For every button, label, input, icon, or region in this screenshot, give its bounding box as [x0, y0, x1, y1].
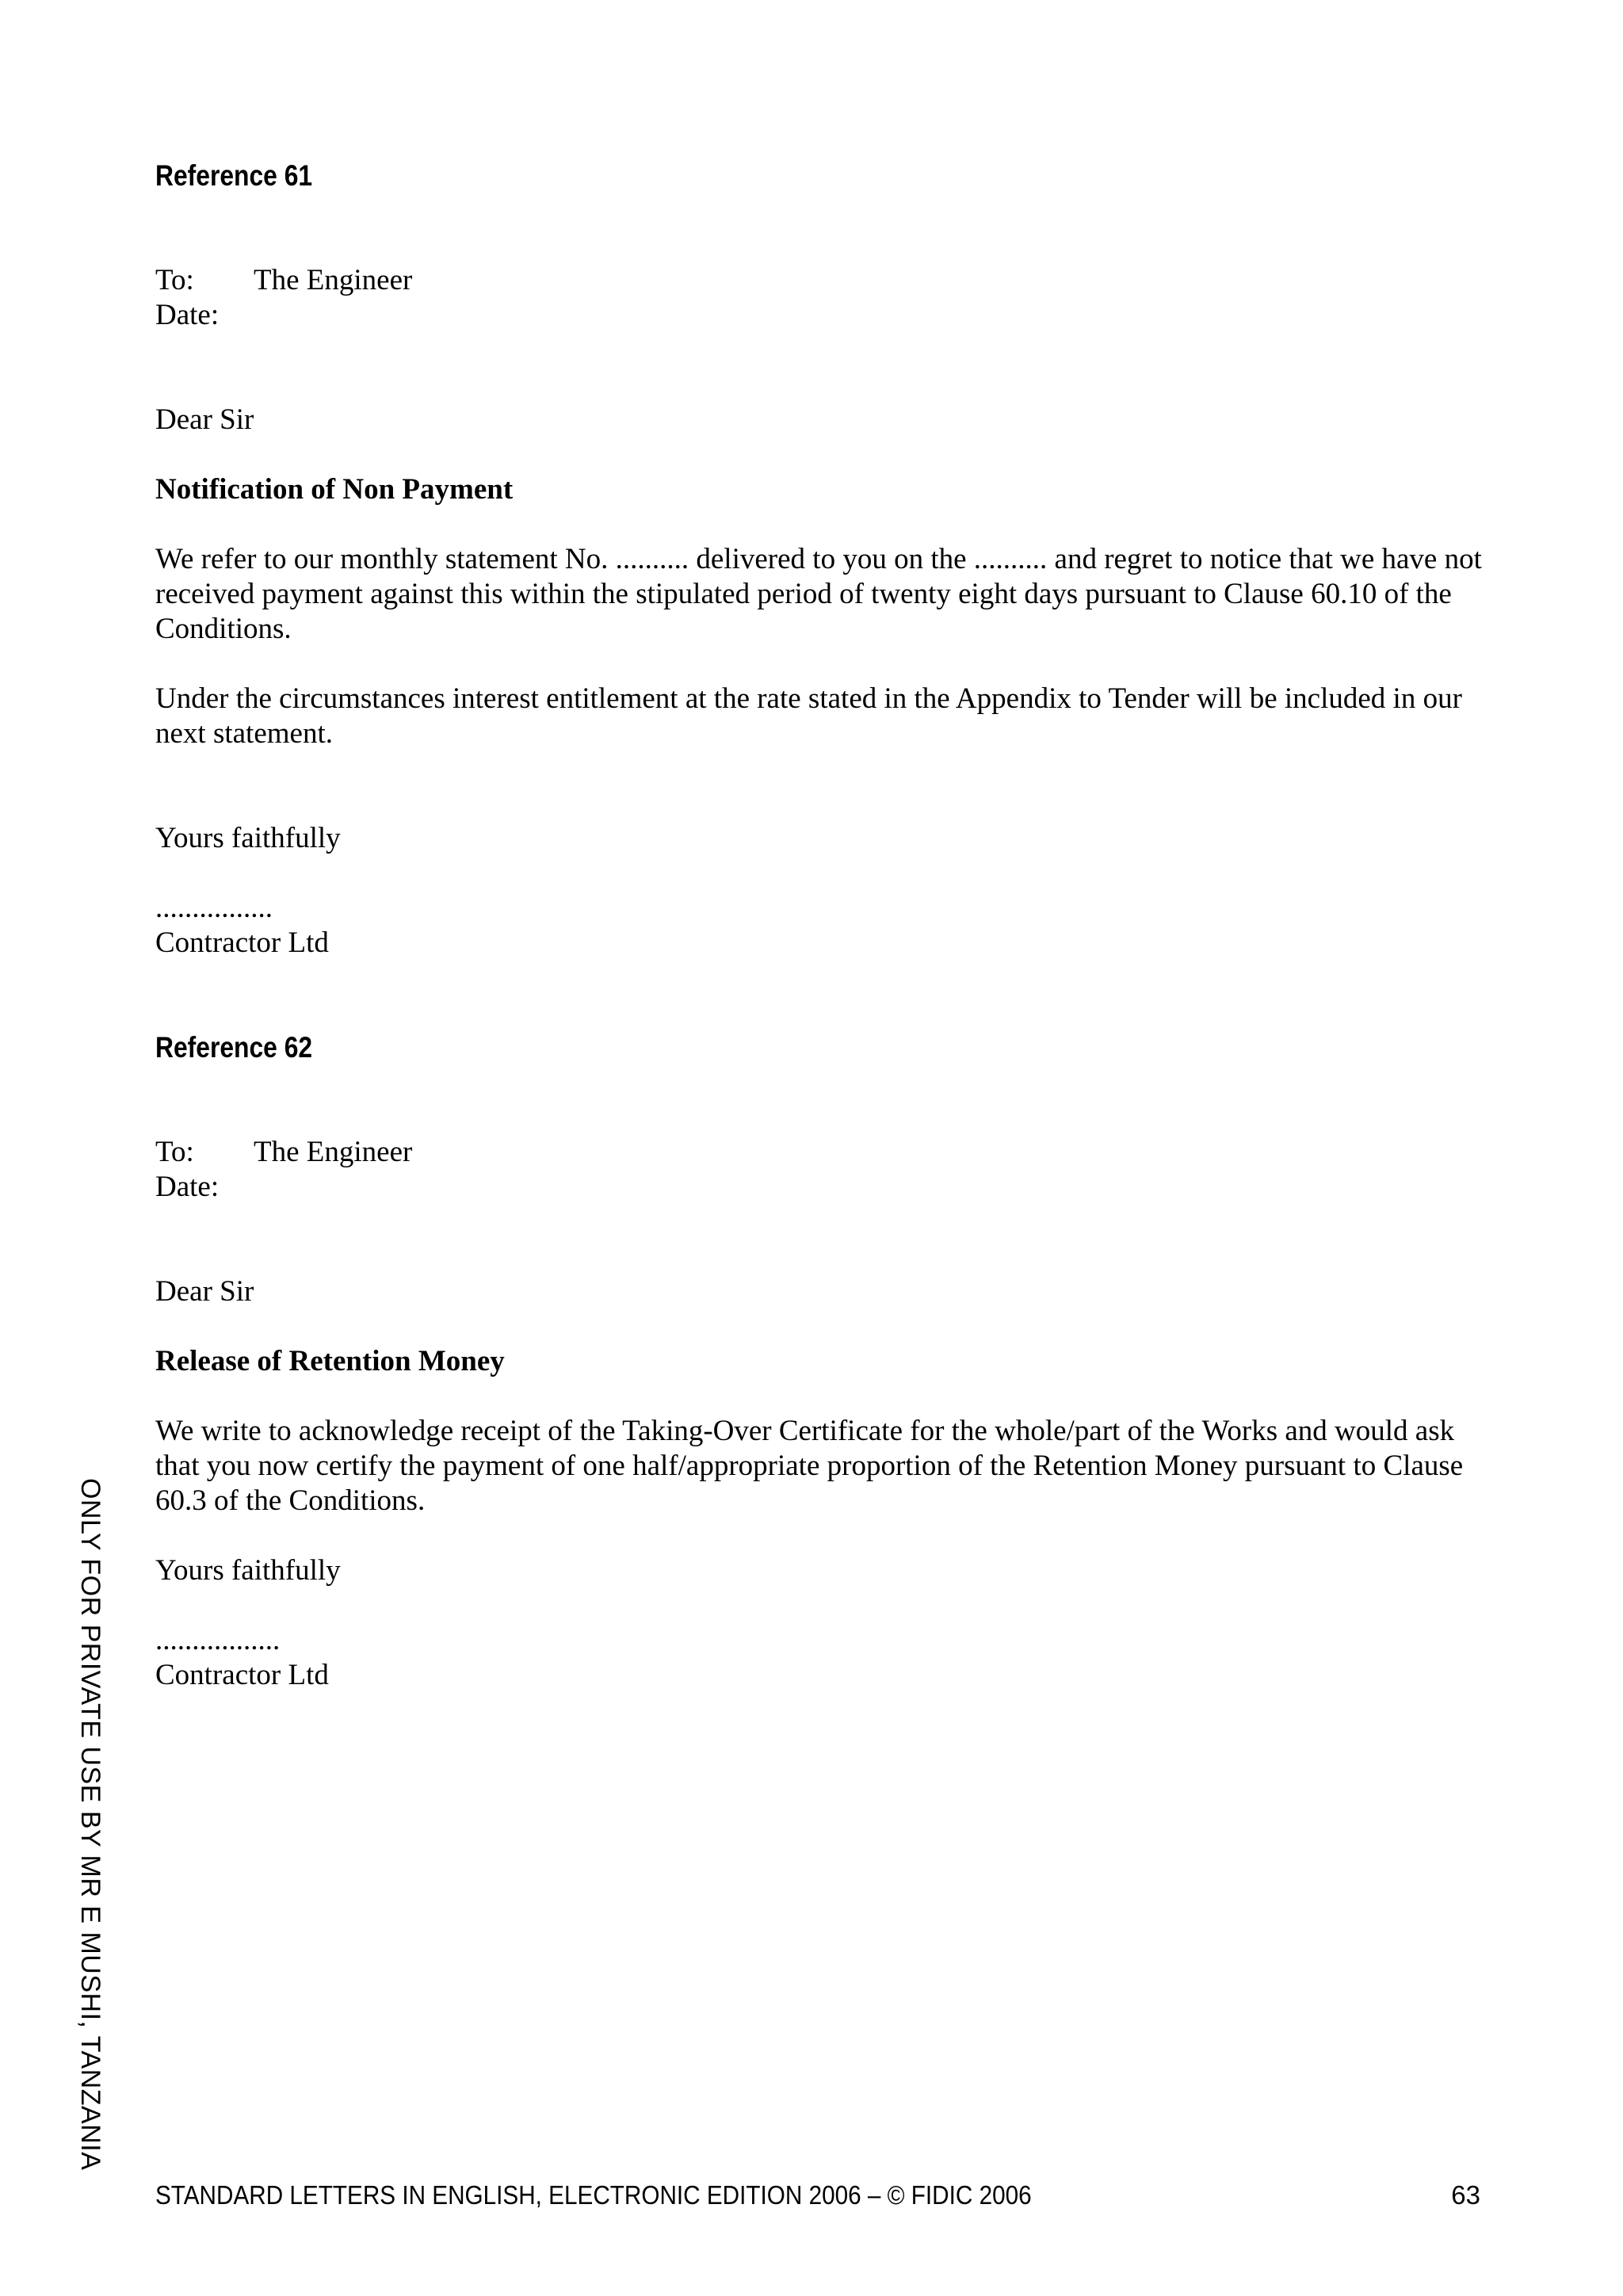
closing-61: Yours faithfully — [155, 822, 341, 854]
footer-copyright: STANDARD LETTERS IN ENGLISH, ELECTRONIC EDITION 2006 – © FIDIC 2006 — [155, 2180, 1032, 2210]
page-number: 63 — [1451, 2180, 1480, 2210]
date-label: Date: — [155, 1171, 220, 1203]
salutation-61: Dear Sir — [155, 403, 254, 436]
salutation-62: Dear Sir — [155, 1275, 254, 1308]
signature-block-62 — [155, 1623, 1487, 1693]
date-label: Date: — [155, 299, 220, 331]
signatory: Contractor Ltd — [155, 926, 329, 959]
to-label: To: — [155, 264, 194, 296]
body-paragraph-61-1: We refer to our monthly statement No. .......... delivered to you on the .......... and regret to notice that we have not received payment against this within the stipulated period of twenty eight days pursuant to Clause 60.10 of the Conditions. — [155, 543, 1482, 645]
signatory: Contractor Ltd — [155, 1659, 329, 1691]
date-row — [155, 298, 1487, 333]
date-row — [155, 1170, 1487, 1205]
body-paragraph-62-1: We write to acknowledge receipt of the Taking-Over Certificate for the whole/part of the Works and would ask that you now certify the payment of one half/appropriate proportion of the Retention Money pursuant to Clause 60.3 of the Conditions. — [155, 1415, 1464, 1517]
private-use-watermark: ONLY FOR PRIVATE USE BY MR E MUSHI, TANZANIA — [75, 1478, 105, 2171]
closing-62: Yours faithfully — [155, 1554, 341, 1587]
address-block-61 — [155, 263, 1487, 333]
reference-heading-62: Reference 62 — [155, 1031, 313, 1064]
signature-line: ................. — [155, 1624, 281, 1656]
to-value: The Engineer — [254, 1136, 413, 1168]
to-row — [155, 263, 1487, 298]
signature-block-61 — [155, 891, 1487, 961]
reference-heading-61: Reference 61 — [155, 159, 313, 192]
body-paragraph-61-2: Under the circumstances interest entitlement at the rate stated in the Appendix to Tender will be included in our next statement. — [155, 682, 1462, 750]
subject-61: Notification of Non Payment — [155, 473, 514, 506]
address-block-62 — [155, 1135, 1487, 1205]
to-row — [155, 1135, 1487, 1170]
signature-line: ................ — [155, 892, 273, 924]
to-label: To: — [155, 1136, 194, 1168]
subject-62: Release of Retention Money — [155, 1345, 505, 1377]
to-value: The Engineer — [254, 264, 413, 296]
